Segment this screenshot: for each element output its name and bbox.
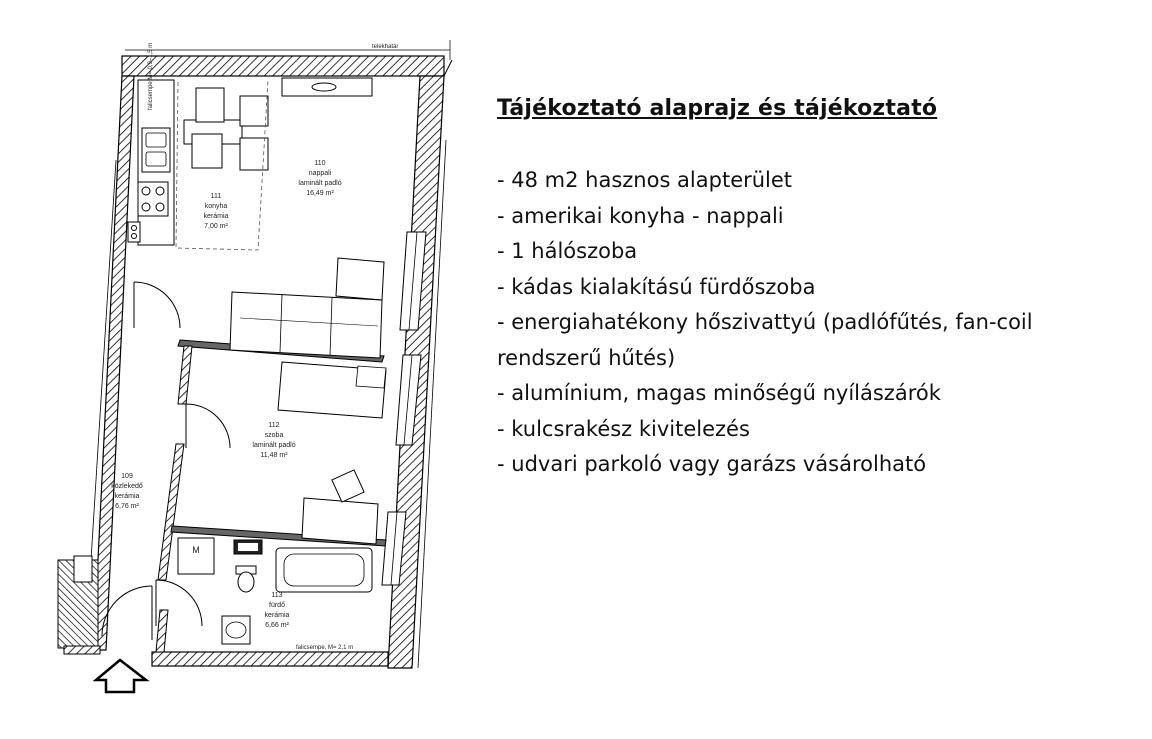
feature-item: - amerikai konyha - nappali <box>497 203 784 228</box>
svg-text:szoba: szoba <box>264 432 284 439</box>
svg-text:110: 110 <box>314 160 326 167</box>
washing-machine-label: M <box>192 545 200 555</box>
svg-text:laminált padló: laminált padló <box>298 180 342 187</box>
feature-item: - energiahatékony hőszivattyú (padlófűtés, fan-coil rendszerű hűtés) <box>497 310 1033 370</box>
washing-machine <box>178 538 214 574</box>
bottom-wall <box>152 652 388 666</box>
room-label-113 <box>265 592 290 629</box>
info-panel <box>497 96 1137 483</box>
entrance-door-swing <box>102 586 152 636</box>
svg-text:112: 112 <box>268 422 280 429</box>
svg-text:nappali: nappali <box>308 170 332 177</box>
svg-text:111: 111 <box>210 193 222 200</box>
door-swing <box>134 282 180 328</box>
cooktop <box>138 182 168 216</box>
kitchen-wall-note: falicsempe M= 0,9–1,5 m <box>148 42 154 110</box>
room-label-109 <box>111 473 143 510</box>
svg-text:közlekedő: közlekedő <box>111 483 143 490</box>
room-label-111 <box>204 193 229 230</box>
svg-text:16,49 m²: 16,49 m² <box>306 190 334 197</box>
svg-text:109: 109 <box>121 473 133 480</box>
svg-text:konyha: konyha <box>204 203 228 210</box>
feature-item: - alumínium, magas minőségű nyílászárók <box>497 381 941 405</box>
floor-plan-drawing <box>0 0 470 739</box>
floor-plan <box>0 0 470 739</box>
svg-text:6,66 m²: 6,66 m² <box>265 622 289 629</box>
svg-text:fürdő: fürdő <box>269 602 285 609</box>
feature-item: - kádas kialakítású fürdőszoba <box>497 274 816 299</box>
svg-text:kerámia: kerámia <box>203 213 229 220</box>
svg-text:6,76 m²: 6,76 m² <box>115 503 139 510</box>
svg-text:kerámia: kerámia <box>264 612 290 619</box>
bath-wall-note: falicsempe, M= 2,1 m <box>296 645 354 651</box>
svg-text:kerámia: kerámia <box>114 493 140 500</box>
svg-text:laminált padló: laminált padló <box>252 442 296 449</box>
property-line-label: telekhatár <box>372 44 399 50</box>
feature-list <box>497 163 1137 483</box>
desk <box>302 498 378 544</box>
feature-item: - 48 m2 hasznos alapterület <box>497 168 793 192</box>
entrance-arrow <box>96 660 146 692</box>
top-wall <box>122 56 444 76</box>
feature-item: - 1 hálószoba <box>497 239 638 263</box>
svg-text:7,00 m²: 7,00 m² <box>204 223 228 230</box>
svg-text:113: 113 <box>271 592 283 599</box>
svg-text:11,48 m²: 11,48 m² <box>260 452 288 459</box>
info-title: Tájékoztató alaprajz és tájékoztató <box>497 96 938 121</box>
room-label-110 <box>298 160 341 197</box>
feature-item: - kulcsrakész kivitelezés <box>497 416 750 441</box>
feature-item: - udvari parkoló vagy garázs vásárolható <box>497 452 927 476</box>
room-label-112 <box>252 422 295 459</box>
